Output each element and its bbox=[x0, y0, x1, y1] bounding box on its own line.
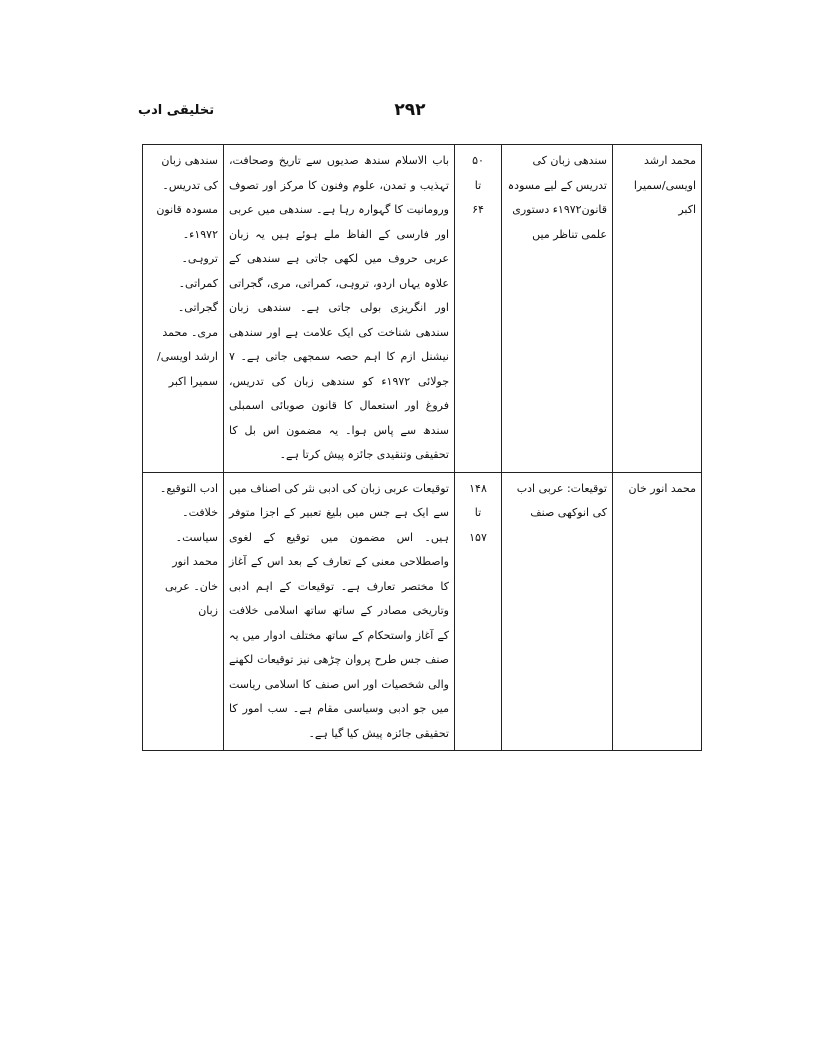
page-start: ۱۴۸ bbox=[469, 481, 487, 495]
page-separator: تا bbox=[474, 178, 482, 192]
page-end: ۶۴ bbox=[472, 203, 484, 216]
page-end: ۱۵۷ bbox=[469, 530, 487, 544]
table-row bbox=[143, 145, 702, 473]
keywords-cell: سندھی زبان کی تدریس۔ مسودہ قانون ۱۹۷۲ء۔ تروہی۔ کمراتی۔ گجراتی۔ مری۔ محمد ارشد اویسی/ سمیرا اکبر bbox=[143, 145, 224, 473]
author-cell: محمد انور خان bbox=[613, 472, 702, 751]
title-cell: سندھی زبان کی تدریس کے لیے مسودہ قانون۱۹۷۲ء دستوری علمی تناظر میں bbox=[502, 145, 613, 473]
author-cell: محمد ارشد اویسی/سمیرا اکبر bbox=[613, 145, 702, 473]
summary-cell: توقیعات عربی زبان کی ادبی نثر کی اصناف میں سے ایک ہے جس میں بلیغ تعبیر کے اجزا متوفر ہیں۔ اس مضمون میں توقیع کے لغوی واصطلاحی معنی کے تعارف کے بعد اس کے آغاز کا مختصر تعارف ہے۔ توقیعات کے اہم ادبی وتاریخی مصادر کے ساتھ ساتھ اسلامی خلافت کے آغاز واستحکام کے ساتھ مختلف ادوار میں یہ صنف جس طرح پروان چڑھی نیز توقیعات لکھنے والی شخصیات اور اس صنف کا اسلامی ریاست میں جو ادبی وسیاسی مقام ہے۔ سب امور کا تحقیقی جائزہ پیش کیا گیا ہے۔ bbox=[224, 472, 455, 751]
summary-cell: باب الاسلام سندھ صدیوں سے تاریخ وصحافت، تہذیب و تمدن، علوم وفنون کا مرکز اور تصوف ورومانیت کا گہوارہ رہا ہے۔ سندھی میں عربی اور فارسی کے الفاظ ملے ہوئے ہیں یہ زبان عربی حروف میں لکھی جاتی ہے سندھی کے علاوہ یہاں اردو، تروہی، کمراتی، مری، گجراتی اور انگریزی بولی جاتی ہے۔ سندھی زبان سندھی شناخت کی ایک علامت ہے اور سندھی نیشنل ازم کا اہم حصہ سمجھی جاتی ہے۔ ۷ جولائی ۱۹۷۲ء کو سندھی زبان کی تدریس، فروغ اور استعمال کا قانون صوبائی اسمبلی سندھ سے پاس ہوا۔ یہ مضمون اس بل کا تحقیقی وتنقیدی جائزہ پیش کرتا ہے۔ bbox=[224, 145, 455, 473]
page-start: ۵۰ bbox=[472, 154, 484, 167]
pages-cell bbox=[455, 472, 502, 751]
page-number: ۲۹۲ bbox=[394, 100, 426, 120]
page-separator: تا bbox=[474, 506, 482, 519]
pages-cell bbox=[455, 145, 502, 473]
article-index-table bbox=[142, 144, 702, 751]
journal-title: تخلیقی ادب bbox=[138, 103, 215, 118]
keywords-cell: ادب التوقیع۔ خلافت۔ سیاست۔ محمد انور خان۔ عربی زبان bbox=[143, 472, 224, 751]
title-cell: توقیعات: عربی ادب کی انوکھی صنف bbox=[502, 472, 613, 751]
table-row bbox=[143, 472, 702, 751]
